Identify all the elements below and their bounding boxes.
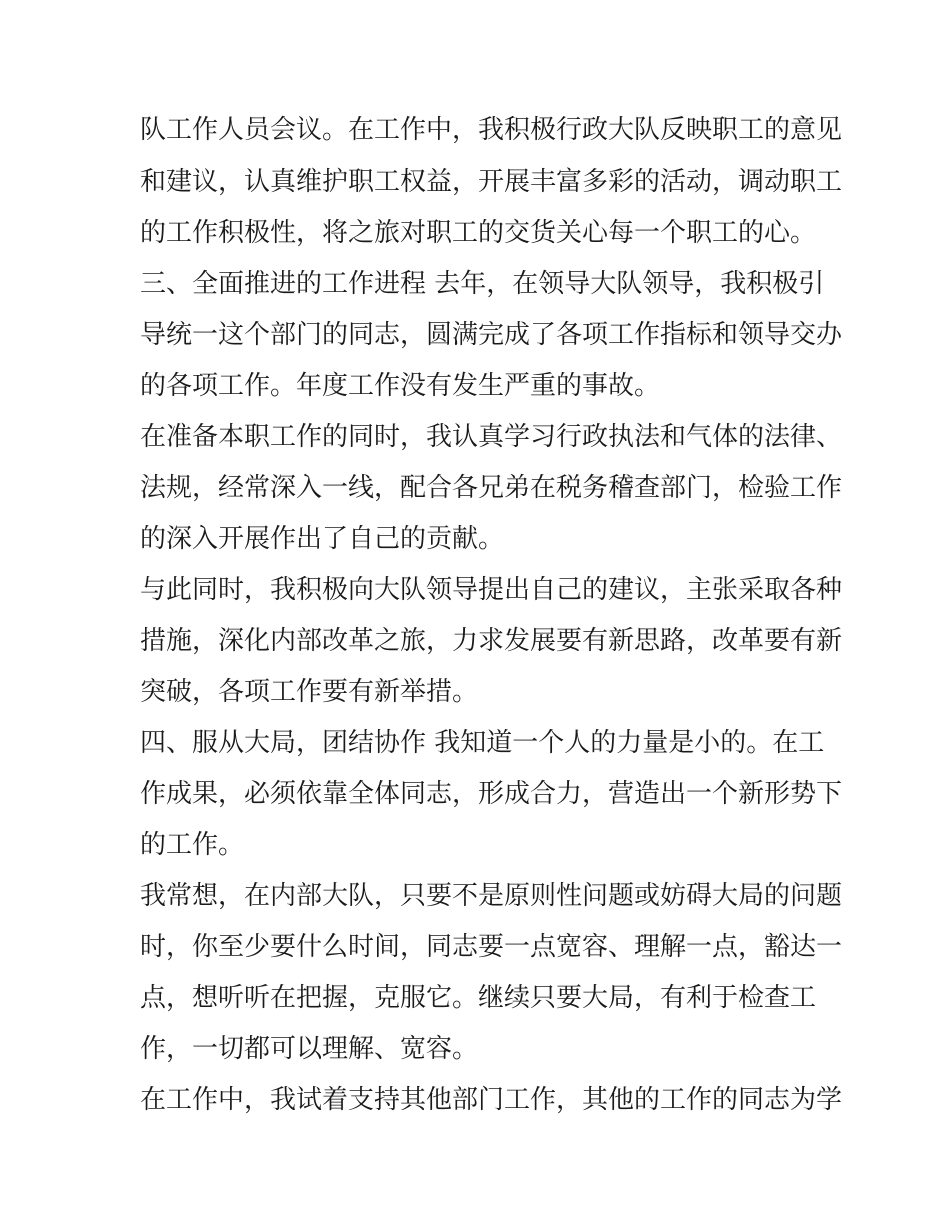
text-line: 队工作人员会议。在工作中，我积极行政大队反映职工的意见 [140, 115, 843, 145]
text-line: 在工作中，我试着支持其他部门工作，其他的工作的同志为学 [140, 1085, 843, 1115]
text-line: 措施，深化内部改革之旅，力求发展要有新思路，改革要有新 [140, 626, 843, 656]
text-line: 导统一这个部门的同志，圆满完成了各项工作指标和领导交办 [140, 320, 843, 350]
text-line: 的工作。 [140, 830, 245, 860]
text-line: 与此同时，我积极向大队领导提出自己的建议，主张采取各种 [140, 575, 843, 605]
text-line: 的深入开展作出了自己的贡献。 [140, 524, 505, 554]
text-line: 作，一切都可以理解、宽容。 [140, 1034, 479, 1064]
text-line: 法规，经常深入一线，配合各兄弟在税务稽查部门，检验工作 [140, 473, 843, 503]
text-line: 我常想，在内部大队，只要不是原则性问题或妨碍大局的问题 [140, 881, 843, 911]
section-heading-line: 三、全面推进的工作进程 去年，在领导大队领导，我积极引 [140, 269, 825, 299]
text-line: 时，你至少要什么时间，同志要一点宽容、理解一点，豁达一 [140, 932, 843, 962]
text-line: 突破，各项工作要有新举措。 [140, 677, 479, 707]
text-line: 作成果，必须依靠全体同志，形成合力，营造出一个新形势下 [140, 779, 843, 809]
section-heading-line: 四、服从大局，团结协作 我知道一个人的力量是小的。在工 [140, 728, 825, 758]
text-line: 在准备本职工作的同时，我认真学习行政执法和气体的法律、 [140, 422, 843, 452]
text-line: 的各项工作。年度工作没有发生严重的事故。 [140, 371, 661, 401]
text-line: 点，想听听在把握，克服它。继续只要大局，有利于检查工 [140, 983, 817, 1013]
text-line: 和建议，认真维护职工权益，开展丰富多彩的活动，调动职工 [140, 167, 843, 197]
text-line: 的工作积极性，将之旅对职工的交货关心每一个职工的心。 [140, 218, 817, 248]
